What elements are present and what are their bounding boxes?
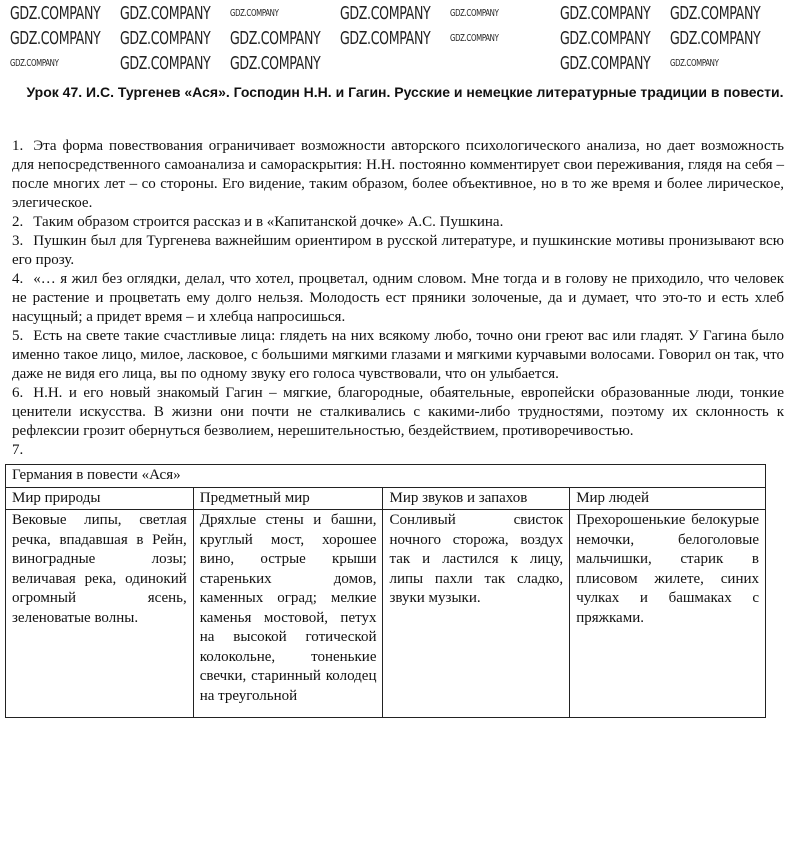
watermark: GDZ.COMPANY (10, 3, 101, 24)
table-header: Мир природы (6, 487, 194, 510)
content-flow (5, 137, 784, 718)
table-header: Предметный мир (193, 487, 383, 510)
watermark: GDZ.COMPANY (10, 58, 59, 69)
answer-4: 4. «… я жил без оглядки, делал, что хотел, процветал, одним словом. Мне тогда и в голову не приходило, что человек не растение и процветать ему долго нельзя. Молодость ест пряники золоченые, да и думает, что это-то и есть хлеб насущный; а придет время – и хлебца напросишься. (12, 271, 784, 325)
answer-3: 3. Пушкин был для Тургенева важнейшим ориентиром в русской литературе, и пушкинские мотивы пронизывают всю его прозу. (12, 233, 784, 268)
watermark: GDZ.COMPANY (120, 28, 211, 49)
watermark: GDZ.COMPANY (450, 33, 499, 44)
watermark: GDZ.COMPANY (560, 53, 651, 74)
watermark: GDZ.COMPANY (670, 28, 761, 49)
answers-body (12, 137, 784, 460)
watermark: GDZ.COMPANY (560, 28, 651, 49)
watermark: GDZ.COMPANY (120, 3, 211, 24)
watermark: GDZ.COMPANY (450, 8, 499, 19)
table-caption: Германия в повести «Ася» (6, 465, 766, 488)
germany-table (5, 464, 766, 718)
table-header: Мир людей (570, 487, 766, 510)
watermark: GDZ.COMPANY (10, 28, 101, 49)
watermark: GDZ.COMPANY (120, 53, 211, 74)
answer-6: 6. Н.Н. и его новый знакомый Гагин – мягкие, благородные, обаятельные, европейски образованные люди, тонкие ценители искусства. В жизни они почти не сталкивались с какими-либо трудностями, поэтому их склонность к рефлексии грозит обернуться безволием, нерешительностью, бездействием, противоречивостью. (12, 385, 784, 439)
table-cell: Дряхлые стены и башни, круглый мост, хорошее вино, острые крыши стареньких домов, каменных оград; мелкие каменья мостовой, петух на высокой готической колокольне, тоненькие свечки, старинный колодец на треугольной (193, 510, 383, 718)
lesson-title: Урок 47. И.С. Тургенев «Ася». Господин Н.Н. и Гагин. Русские и немецкие литературные традиции в повести. (26, 84, 784, 100)
watermark: GDZ.COMPANY (230, 53, 321, 74)
answer-2: 2. Таким образом строится рассказ и в «Капитанской дочке» А.С. Пушкина. (12, 214, 504, 230)
table-header: Мир звуков и запахов (383, 487, 570, 510)
watermark: GDZ.COMPANY (230, 28, 321, 49)
table-cell: Сонливый свисток ночного сторожа, воздух так и ластился к лицу, липы пахли так сладко, звуки музыки. (383, 510, 570, 718)
answer-7: 7. (12, 442, 24, 458)
watermark: GDZ.COMPANY (340, 3, 431, 24)
watermark: GDZ.COMPANY (670, 58, 719, 69)
table-cell: Вековые липы, светлая речка, впадавшая в Рейн, виноградные лозы; величавая река, одинокий огромный ясень, зеленоватые волны. (6, 510, 194, 718)
answer-5: 5. Есть на свете такие счастливые лица: глядеть на них всякому любо, точно они греют вас или гладят. У Гагина было именно такое лицо, милое, ласковое, с большими мягкими глазами и мягкими курчавыми волосами. Говорил он так, что даже не видя его лица, вы по одному звуку его голоса чувствовали, что он улыбается. (12, 328, 784, 382)
watermark: GDZ.COMPANY (230, 8, 279, 19)
watermark: GDZ.COMPANY (560, 3, 651, 24)
table-cell: Прехорошенькие белокурые немочки, белоголовые мальчишки, старик в плисовом жилете, синих чулках и башмаках с пряжками. (570, 510, 766, 718)
answer-1: 1. Эта форма повествования ограничивает возможности авторского психологического анализа, но дает возможность для непосредственного самоанализа и самораскрытия: Н.Н. постоянно комментирует свои переживания, глядя на себя – после многих лет – со стороны. Его видение, таким образом, более объективное, но в то же время и более лирическое, элегическое. (12, 138, 784, 211)
watermark: GDZ.COMPANY (670, 3, 761, 24)
watermark: GDZ.COMPANY (340, 28, 431, 49)
